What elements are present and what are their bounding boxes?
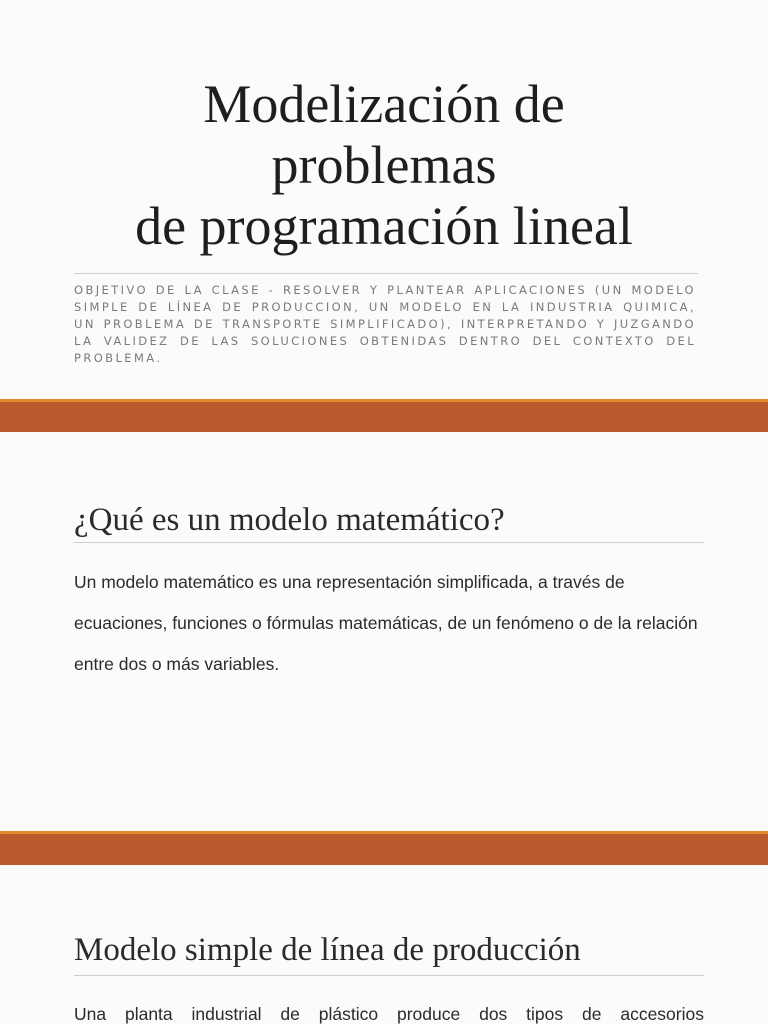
main-title: Modelización de problemas de programación lineal [135, 74, 633, 256]
production-line-heading: Modelo simple de línea de producción [74, 932, 581, 968]
class-objective: OBJETIVO DE LA CLASE - RESOLVER Y PLANTEAR APLICACIONES (UN MODELO SIMPLE DE LÍNEA DE PRODUCCION, UN MODELO EN LA INDUSTRIA QUIMICA, UN PROBLEMA DE TRANSPORTE SIMPLIFICADO), INTERPRETANDO Y JUZGANDO LA VALIDEZ DE LAS SOLUCIONES OBTENIDAS DENTRO DEL CONTEXTO DEL PROBLEMA. [74, 283, 696, 365]
production-line-text: Una planta industrial de plástico produce dos tipos de accesorios [74, 1004, 704, 1024]
slide-separator-band [0, 399, 768, 432]
math-model-heading: ¿Qué es un modelo matemático? [74, 502, 505, 538]
title-divider [74, 273, 698, 274]
title-slide [0, 0, 768, 398]
slide-separator-band [0, 831, 768, 865]
math-model-definition: Un modelo matemático es una representación simplificada, a través de ecuaciones, funciones o fórmulas matemáticas, de un fenómeno o de la relación entre dos o más variables. [74, 572, 698, 674]
math-model-divider [74, 542, 704, 543]
production-line-divider [74, 975, 704, 976]
